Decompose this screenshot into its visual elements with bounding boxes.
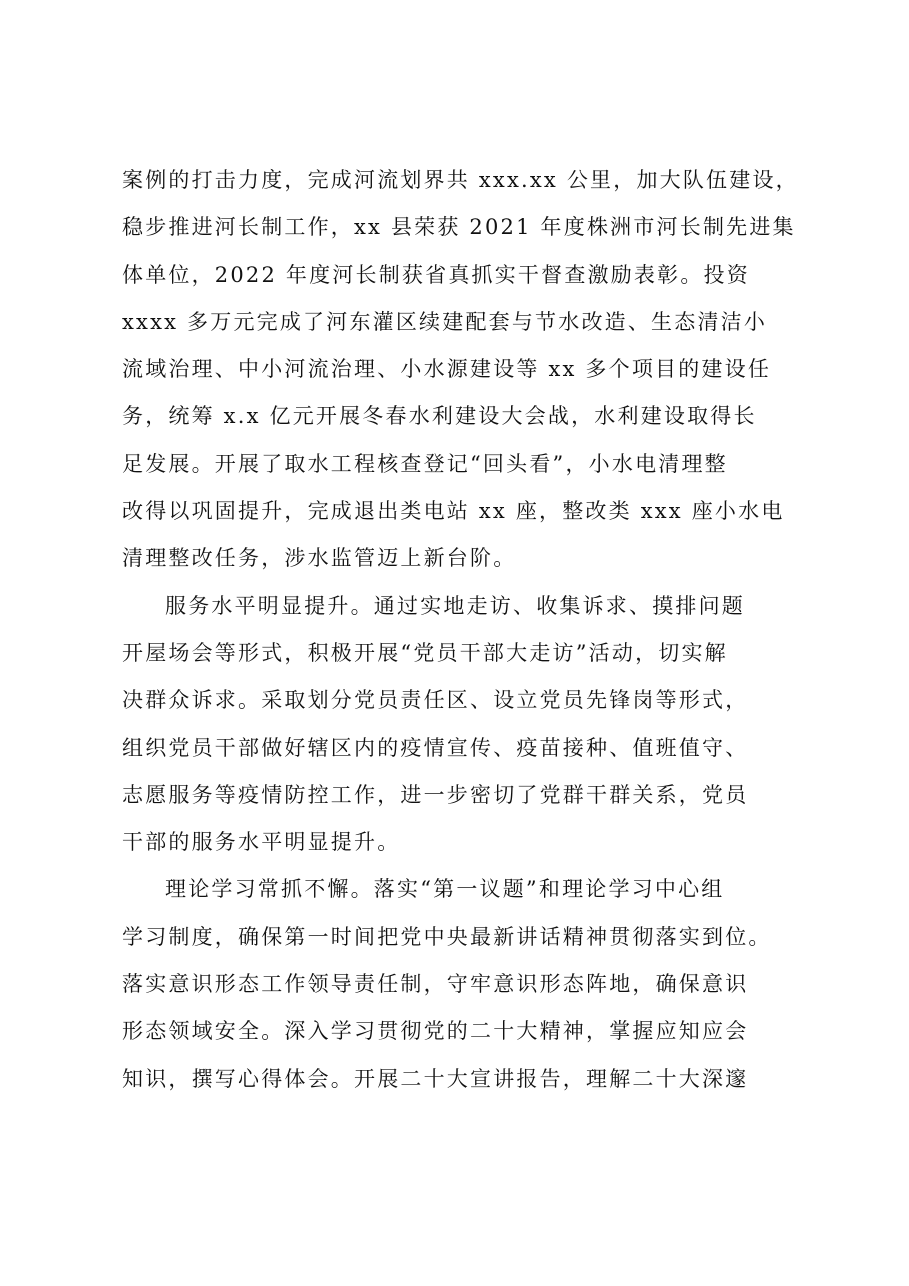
text-line: 清理整改任务，涉水监管迈上新台阶。 (122, 546, 517, 571)
text-line: 体单位，2022 年度河长制获省真抓实干督查激励表彰。投资 (122, 262, 750, 287)
text-line: 形态领域安全。深入学习贯彻党的二十大精神，掌握应知应会 (122, 1019, 749, 1044)
text-line: 知识，撰写心得体会。开展二十大宣讲报告，理解二十大深邃 (122, 1066, 749, 1091)
text-line: 干部的服务水平明显提升。 (122, 830, 401, 855)
text-line: 稳步推进河长制工作，xx 县荣获 2021 年度株洲市河长制先进集 (122, 215, 796, 240)
text-line: xxxx 多万元完成了河东灌区续建配套与节水改造、生态清洁小 (122, 309, 768, 334)
text-line-first: 服务水平明显提升。通过实地走访、收集诉求、摸排问题 (165, 593, 745, 618)
text-line: 流域治理、中小河流治理、小水源建设等 xx 多个项目的建设任 (122, 357, 772, 382)
paragraph-theory-study (122, 866, 802, 1102)
text-line: 开屋场会等形式，积极开展“党员干部大走访”活动，切实解 (122, 640, 728, 665)
text-line: 足发展。开展了取水工程核查登记“回头看”，小水电清理整 (122, 451, 728, 476)
text-line: 改得以巩固提升，完成退出类电站 xx 座，整改类 xxx 座小水电 (122, 499, 785, 524)
text-line: 决群众诉求。采取划分党员责任区、设立党员先锋岗等形式， (122, 688, 749, 713)
text-line-first: 理论学习常抓不懈。落实“第一议题”和理论学习中心组 (165, 877, 725, 902)
paragraph-service-level (122, 583, 802, 867)
text-line: 志愿服务等疫情防控工作，进一步密切了党群干群关系，党员 (122, 782, 749, 807)
text-line: 案例的打击力度，完成河流划界共 xxx.xx 公里，加大队伍建设， (122, 168, 799, 192)
text-line: 落实意识形态工作领导责任制，守牢意识形态阵地，确保意识 (122, 972, 749, 997)
paragraph-river-management (122, 157, 802, 583)
text-line: 组织党员干部做好辖区内的疫情宣传、疫苗接种、值班值守、 (122, 735, 749, 760)
document-body (122, 157, 802, 1103)
text-line: 学习制度，确保第一时间把党中央最新讲话精神贯彻落实到位。 (122, 924, 772, 949)
text-line: 务，统筹 x.x 亿元开展冬春水利建设大会战，水利建设取得长 (122, 404, 757, 429)
